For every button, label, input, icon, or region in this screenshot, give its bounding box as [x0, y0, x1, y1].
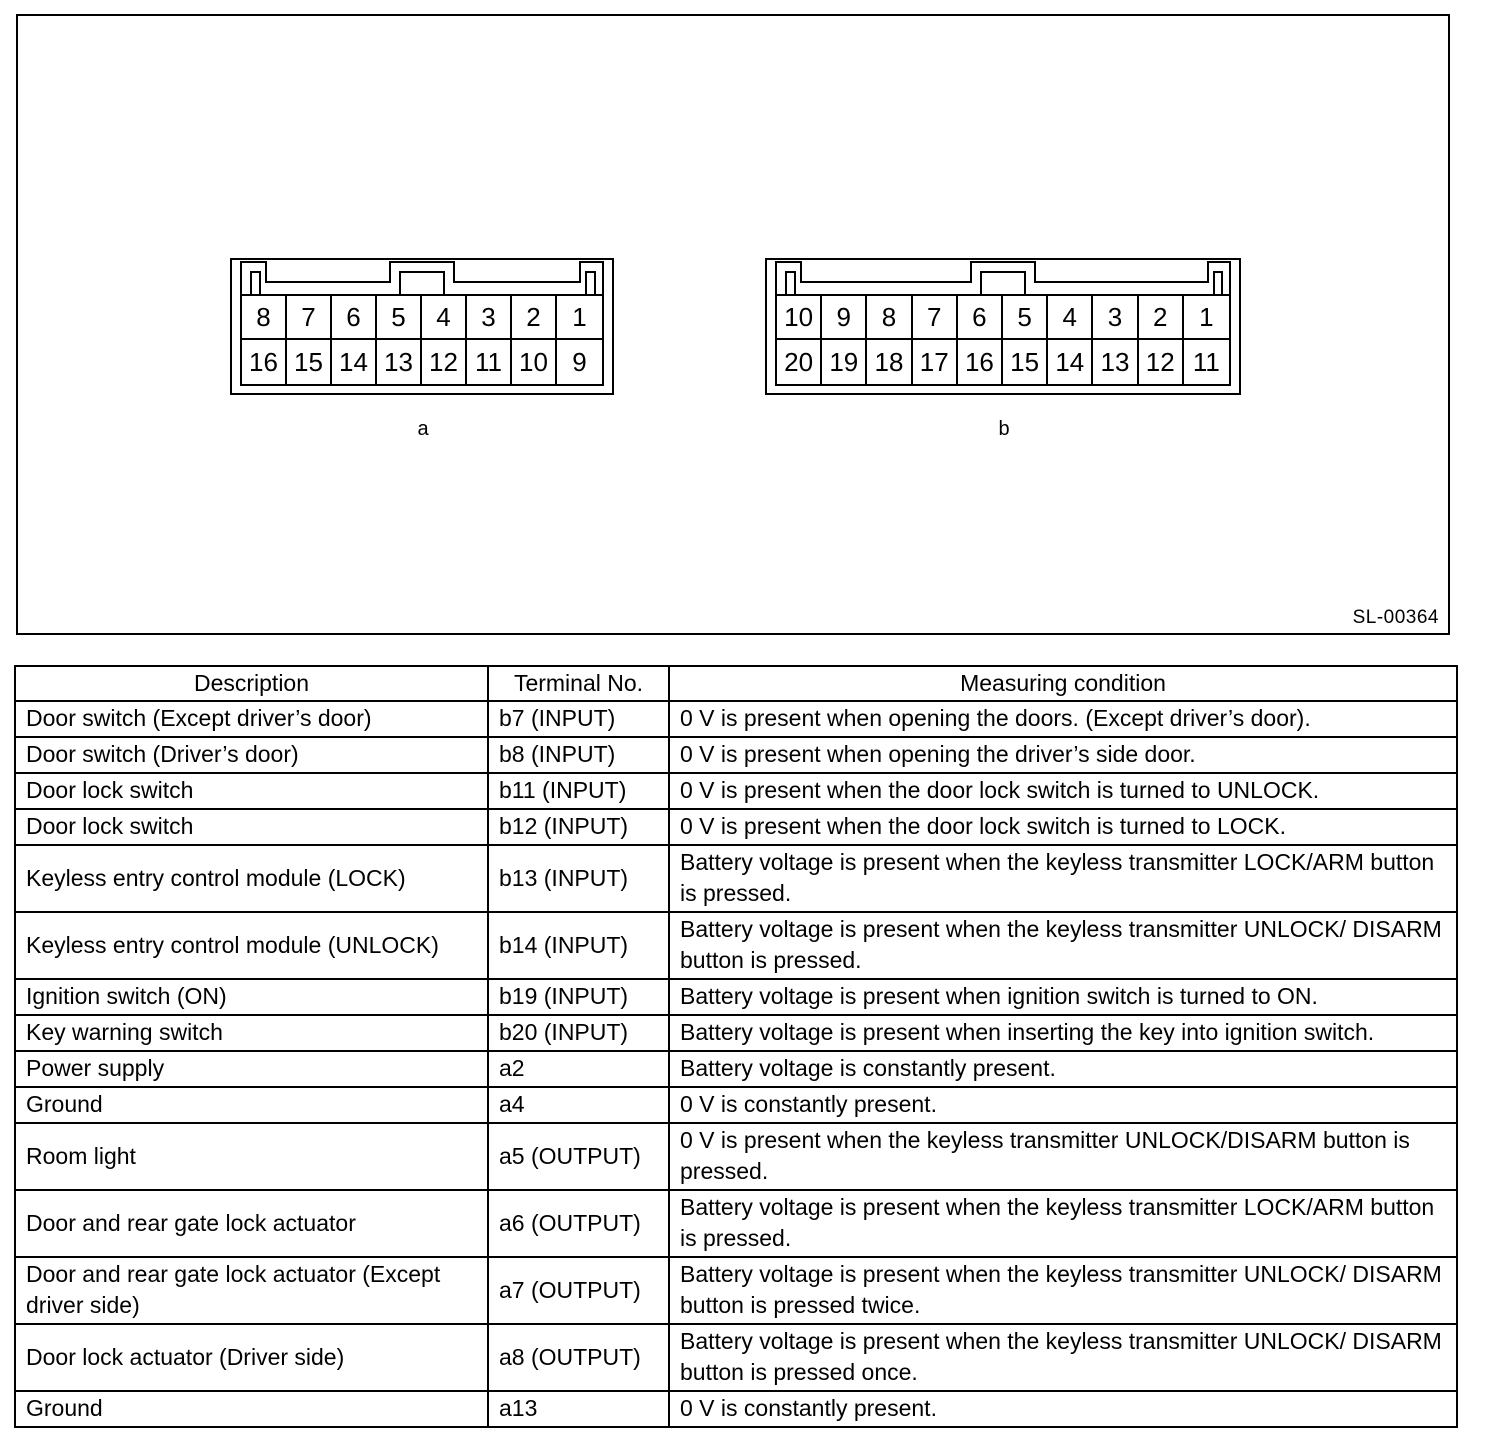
cell-description: Door and rear gate lock actuator (Except driver side) — [15, 1257, 488, 1324]
table-row — [15, 1123, 1457, 1190]
connector-pin: 8 — [867, 296, 912, 340]
connector-b — [765, 258, 1243, 396]
table-row — [15, 1190, 1457, 1257]
cell-description: Keyless entry control module (LOCK) — [15, 845, 488, 912]
connector-pin: 1 — [1184, 296, 1229, 340]
connector-pin: 11 — [467, 340, 512, 384]
header-terminal: Terminal No. — [488, 666, 669, 701]
connector-pin: 2 — [512, 296, 557, 340]
connector-pin: 12 — [422, 340, 467, 384]
cell-description: Ground — [15, 1087, 488, 1123]
table-row — [15, 1087, 1457, 1123]
cell-condition: Battery voltage is present when ignition switch is turned to ON. — [669, 979, 1457, 1015]
connector-pin: 15 — [1003, 340, 1048, 384]
cell-condition: 0 V is constantly present. — [669, 1391, 1457, 1427]
cell-condition: 0 V is present when the door lock switch is turned to UNLOCK. — [669, 773, 1457, 809]
cell-description: Door lock actuator (Driver side) — [15, 1324, 488, 1391]
cell-terminal: a5 (OUTPUT) — [488, 1123, 669, 1190]
cell-terminal: b7 (INPUT) — [488, 701, 669, 737]
connector-pin: 3 — [467, 296, 512, 340]
cell-condition: Battery voltage is present when the keyless transmitter UNLOCK/ DISARM button is pressed. — [669, 912, 1457, 979]
connector-a — [230, 258, 616, 396]
connector-pin: 15 — [287, 340, 332, 384]
cell-description: Key warning switch — [15, 1015, 488, 1051]
cell-terminal: b20 (INPUT) — [488, 1015, 669, 1051]
cell-condition: 0 V is constantly present. — [669, 1087, 1457, 1123]
cell-terminal: b8 (INPUT) — [488, 737, 669, 773]
connector-pin: 9 — [822, 296, 867, 340]
connector-figure — [16, 14, 1450, 635]
table-row — [15, 737, 1457, 773]
connector-pin: 16 — [958, 340, 1003, 384]
connector-pin: 10 — [512, 340, 557, 384]
cell-condition: 0 V is present when the door lock switch is turned to LOCK. — [669, 809, 1457, 845]
connector-pin: 13 — [377, 340, 422, 384]
connector-pin: 6 — [958, 296, 1003, 340]
cell-terminal: b14 (INPUT) — [488, 912, 669, 979]
connector-pin: 17 — [913, 340, 958, 384]
cell-condition: Battery voltage is present when the keyless transmitter UNLOCK/ DISARM button is pressed twice. — [669, 1257, 1457, 1324]
terminal-spec-table — [14, 665, 1458, 1428]
table-header-row — [15, 666, 1457, 701]
cell-description: Door switch (Except driver’s door) — [15, 701, 488, 737]
cell-terminal: a2 — [488, 1051, 669, 1087]
connector-pin: 19 — [822, 340, 867, 384]
table-row — [15, 773, 1457, 809]
cell-description: Door switch (Driver’s door) — [15, 737, 488, 773]
cell-description: Room light — [15, 1123, 488, 1190]
cell-terminal: a8 (OUTPUT) — [488, 1324, 669, 1391]
table-row — [15, 845, 1457, 912]
cell-condition: Battery voltage is present when the keyless transmitter LOCK/ARM button is pressed. — [669, 1190, 1457, 1257]
connector-pin: 1 — [557, 296, 602, 340]
cell-terminal: a6 (OUTPUT) — [488, 1190, 669, 1257]
cell-condition: Battery voltage is present when the keyless transmitter UNLOCK/ DISARM button is pressed once. — [669, 1324, 1457, 1391]
cell-terminal: b11 (INPUT) — [488, 773, 669, 809]
connector-pin: 5 — [377, 296, 422, 340]
cell-description: Ignition switch (ON) — [15, 979, 488, 1015]
connector-pin: 7 — [913, 296, 958, 340]
connector-pin: 5 — [1003, 296, 1048, 340]
cell-description: Door and rear gate lock actuator — [15, 1190, 488, 1257]
connector-pin: 13 — [1093, 340, 1138, 384]
cell-condition: 0 V is present when opening the driver’s side door. — [669, 737, 1457, 773]
connector-a-pins — [242, 296, 602, 384]
table-row — [15, 1391, 1457, 1427]
cell-condition: Battery voltage is present when the keyless transmitter LOCK/ARM button is pressed. — [669, 845, 1457, 912]
table-row — [15, 1051, 1457, 1087]
connector-pin: 4 — [422, 296, 467, 340]
cell-condition: Battery voltage is present when inserting the key into ignition switch. — [669, 1015, 1457, 1051]
cell-terminal: b12 (INPUT) — [488, 809, 669, 845]
cell-condition: 0 V is present when opening the doors. (Except driver’s door). — [669, 701, 1457, 737]
connector-b-label: b — [998, 418, 1010, 440]
figure-code: SL-00364 — [1352, 607, 1439, 628]
cell-description: Ground — [15, 1391, 488, 1427]
connector-pin: 16 — [242, 340, 287, 384]
table-row — [15, 1324, 1457, 1391]
connector-pin: 3 — [1093, 296, 1138, 340]
connector-pin: 10 — [777, 296, 822, 340]
cell-condition: Battery voltage is constantly present. — [669, 1051, 1457, 1087]
cell-description: Power supply — [15, 1051, 488, 1087]
connector-pin: 20 — [777, 340, 822, 384]
cell-description: Keyless entry control module (UNLOCK) — [15, 912, 488, 979]
header-condition: Measuring condition — [669, 666, 1457, 701]
table-row — [15, 979, 1457, 1015]
cell-terminal: a4 — [488, 1087, 669, 1123]
cell-description: Door lock switch — [15, 809, 488, 845]
connector-pin: 8 — [242, 296, 287, 340]
table-row — [15, 701, 1457, 737]
connector-a-label: a — [417, 418, 429, 440]
connector-pin: 7 — [287, 296, 332, 340]
connector-pin: 14 — [1048, 340, 1093, 384]
connector-pin: 12 — [1139, 340, 1184, 384]
connector-pin: 11 — [1192, 347, 1220, 377]
connector-pin: 2 — [1139, 296, 1184, 340]
connector-b-pins — [777, 296, 1229, 384]
header-description: Description — [15, 666, 488, 701]
connector-pin: 14 — [332, 340, 377, 384]
cell-description: Door lock switch — [15, 773, 488, 809]
cell-terminal: b19 (INPUT) — [488, 979, 669, 1015]
table-row — [15, 1257, 1457, 1324]
connector-pin: 6 — [332, 296, 377, 340]
connector-pin: 18 — [867, 340, 912, 384]
cell-terminal: a7 (OUTPUT) — [488, 1257, 669, 1324]
table-row — [15, 809, 1457, 845]
cell-terminal: b13 (INPUT) — [488, 845, 669, 912]
cell-condition: 0 V is present when the keyless transmitter UNLOCK/DISARM button is pressed. — [669, 1123, 1457, 1190]
table-row — [15, 1015, 1457, 1051]
table-row — [15, 912, 1457, 979]
cell-terminal: a13 — [488, 1391, 669, 1427]
connector-pin: 9 — [572, 347, 587, 377]
connector-pin: 4 — [1048, 296, 1093, 340]
